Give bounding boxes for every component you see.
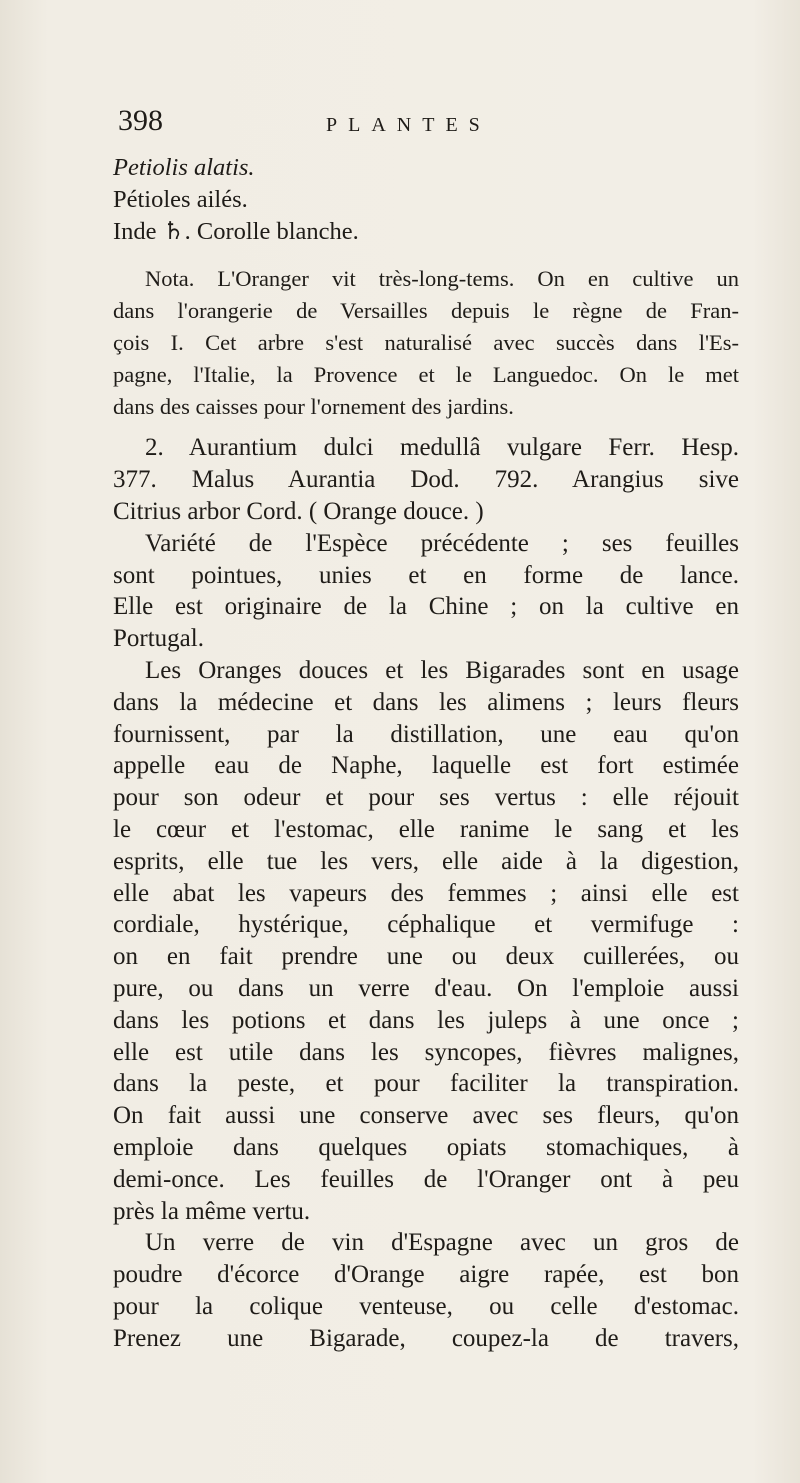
text-line-french-name: Pétioles ailés. [113, 185, 248, 213]
text-line: dans la peste, et pour faciliter la transpiration. [113, 1070, 739, 1098]
text-line: dans les potions et dans les juleps à une once ; [113, 1006, 739, 1034]
text-line: sont pointues, unies et en forme de lance. [113, 561, 739, 589]
text-line: appelle eau de Naphe, laquelle est fort estimée [113, 752, 739, 780]
text-line: dans la médecine et dans les alimens ; leurs fleurs [113, 688, 739, 716]
text-line: elle est utile dans les syncopes, fièvres malignes, [113, 1038, 739, 1066]
text-line: pour la colique venteuse, ou celle d'estomac. [113, 1292, 739, 1320]
text-line: 377. Malus Aurantia Dod. 792. Arangius sive [113, 466, 739, 494]
text-line: Un verre de vin d'Espagne avec un gros de [145, 1229, 739, 1257]
text-line: esprits, elle tue les vers, elle aide à la digestion, [113, 847, 739, 875]
text-line: Les Oranges douces et les Bigarades sont en usage [145, 656, 739, 684]
page-header [0, 104, 800, 144]
text-line-latin-name: Petiolis alatis. [113, 154, 255, 181]
text-line: on en fait prendre une ou deux cuillerées, ou [113, 943, 739, 971]
text-line-origin: Inde ♄. Corolle blanche. [113, 217, 359, 245]
text-line: Elle est originaire de la Chine ; on la cultive en [113, 593, 739, 621]
text-line: dans l'orangerie de Versailles depuis le règne de Fran- [113, 298, 739, 324]
text-line: pour son odeur et pour ses vertus : elle réjouit [113, 784, 739, 812]
text-line: Portugal. [113, 625, 204, 653]
text-line: pagne, l'Italie, la Provence et le Languedoc. On le met [113, 361, 739, 387]
text-line: cordiale, hystérique, céphalique et vermifuge : [113, 911, 739, 939]
text-line: Citrius arbor Cord. ( Orange douce. ) [113, 497, 484, 525]
text-line: Variété de l'Espèce précédente ; ses feuilles [145, 529, 739, 557]
text-line-species-heading: 2. Aurantium dulci medullâ vulgare Ferr. Hesp. [145, 434, 739, 462]
text-line: dans des caisses pour l'ornement des jardins. [113, 393, 514, 419]
text-line: emploie dans quelques opiats stomachiques, à [113, 1133, 739, 1161]
text-line: le cœur et l'estomac, elle ranime le sang et les [113, 815, 739, 843]
page-body [113, 152, 739, 1354]
text-line: près la même vertu. [113, 1197, 311, 1225]
text-line: fournissent, par la distillation, une eau qu'on [113, 720, 739, 748]
text-line: çois I. Cet arbre s'est naturalisé avec succès dans l'Es- [113, 329, 739, 355]
text-line: Nota. L'Oranger vit très-long-tems. On en cultive un [145, 266, 739, 292]
text-line: On fait aussi une conserve avec ses fleurs, qu'on [113, 1102, 739, 1130]
text-line: pure, ou dans un verre d'eau. On l'emploie aussi [113, 974, 739, 1002]
running-head: PLANTES [326, 114, 491, 136]
text-line: demi-once. Les feuilles de l'Oranger ont à peu [113, 1165, 739, 1193]
text-line: elle abat les vapeurs des femmes ; ainsi elle est [113, 879, 739, 907]
text-line: Prenez une Bigarade, coupez-la de travers, [113, 1324, 739, 1352]
text-line: poudre d'écorce d'Orange aigre rapée, est bon [113, 1261, 739, 1289]
page-number: 398 [118, 104, 163, 137]
